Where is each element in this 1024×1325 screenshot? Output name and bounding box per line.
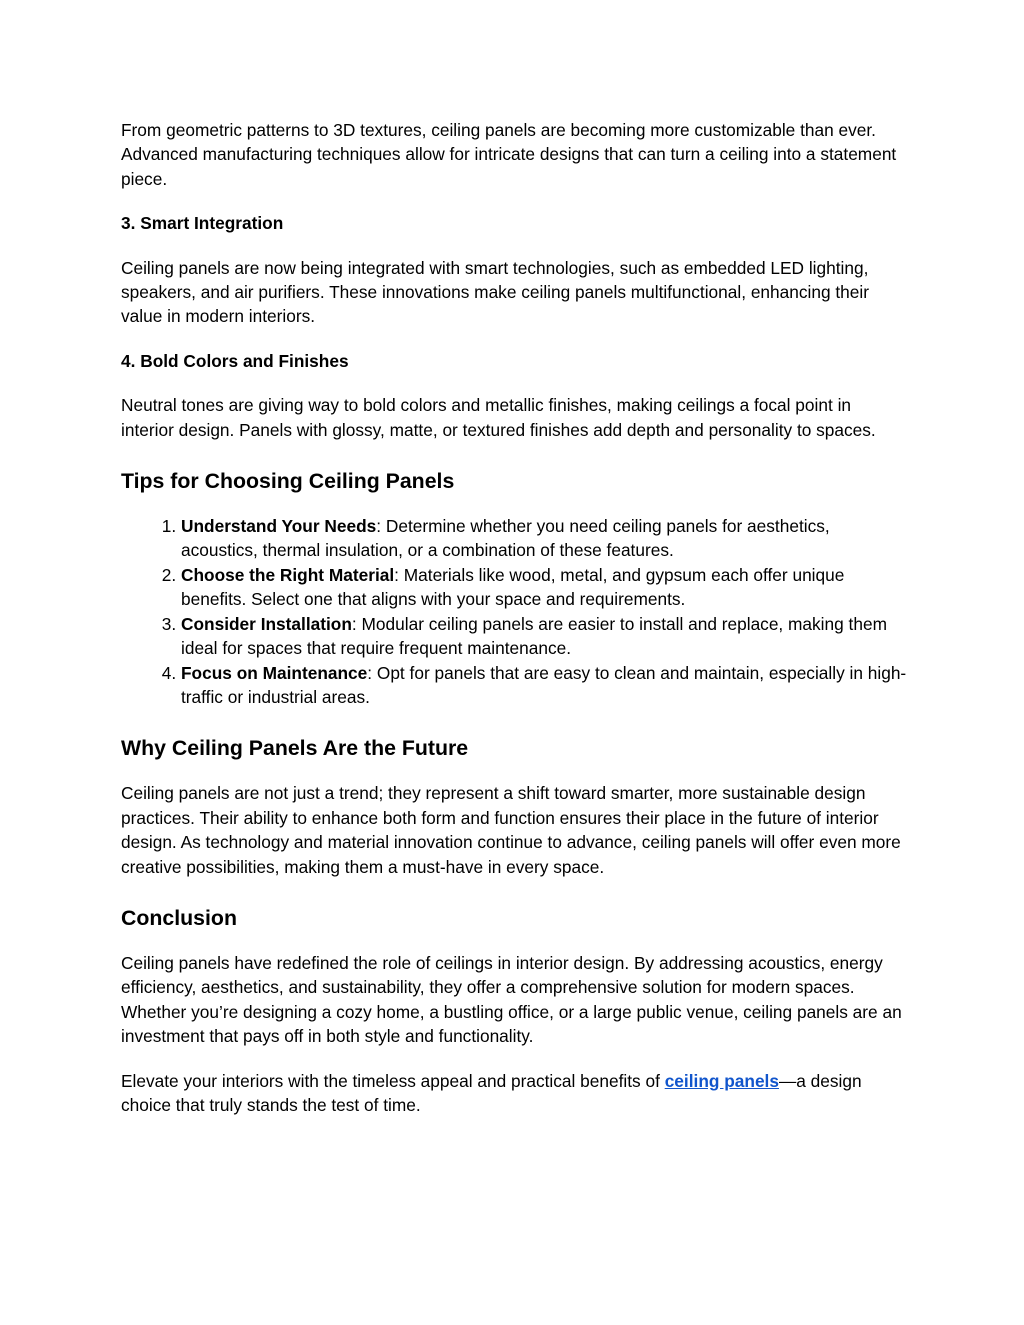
tip-text: : Materials like wood, metal, and gypsum each offer unique benefits. Select one that aligns with your space and requirements. <box>181 564 845 610</box>
tip-term: Choose the Right Material <box>181 564 395 585</box>
list-item <box>181 661 907 710</box>
bold-colors-paragraph: Neutral tones are giving way to bold colors and metallic finishes, making ceilings a focal point in interior design. Panels with glossy, matte, or textured finishes add depth and personality to spaces. <box>121 395 876 440</box>
tips-list <box>121 514 907 709</box>
cta-paragraph <box>121 1069 907 1118</box>
smart-integration-heading: 3. Smart Integration <box>121 213 284 234</box>
list-item <box>181 514 907 563</box>
tip-text: : Determine whether you need ceiling panels for aesthetics, acoustics, thermal insulation, or a combination of these features. <box>181 516 830 561</box>
cta-text-after: —a design choice that truly stands the test of time. <box>121 1070 862 1115</box>
cta-text-before: Elevate your interiors with the timeless appeal and practical benefits of <box>121 1070 665 1091</box>
tip-term: Focus on Maintenance <box>181 662 368 683</box>
list-item <box>181 612 907 661</box>
tip-term: Understand Your Needs <box>181 516 377 537</box>
list-item <box>181 563 907 612</box>
document-page <box>121 118 907 1137</box>
smart-integration-paragraph: Ceiling panels are now being integrated with smart technologies, such as embedded LED lighting, speakers, and air purifiers. These innovations make ceiling panels multifunctional, enhancing their value in modern interiors. <box>121 257 869 327</box>
conclusion-heading: Conclusion <box>121 905 237 930</box>
intro-paragraph: From geometric patterns to 3D textures, ceiling panels are becoming more customizable than ever. Advanced manufacturing techniques allow for intricate designs that can turn a ceiling into a statement piece. <box>121 120 897 189</box>
ceiling-panels-link[interactable]: ceiling panels <box>664 1070 779 1091</box>
future-paragraph: Ceiling panels are not just a trend; they represent a shift toward smarter, more sustainable design practices. Their ability to enhance both form and function ensures their place in the future of interior design. As technology and material innovation continue to advance, ceiling panels will offer even more creative possibilities, making them a must-have in every space. <box>121 783 901 877</box>
tip-text: : Opt for panels that are easy to clean and maintain, especially in high-traffic or industrial areas. <box>181 662 907 707</box>
conclusion-paragraph: Ceiling panels have redefined the role of ceilings in interior design. By addressing acoustics, energy efficiency, aesthetics, and sustainability, they offer a comprehensive solution for modern spaces. Whether you’re designing a cozy home, a bustling office, or a large public venue, ceiling panels are an investment that pays off in both style and functionality. <box>121 952 902 1047</box>
tips-heading: Tips for Choosing Ceiling Panels <box>121 469 455 494</box>
tip-term: Consider Installation <box>181 613 352 634</box>
bold-colors-heading: 4. Bold Colors and Finishes <box>121 350 349 371</box>
future-heading: Why Ceiling Panels Are the Future <box>121 736 469 761</box>
tip-text: : Modular ceiling panels are easier to install and replace, making them ideal for spaces that require frequent maintenance. <box>181 613 887 659</box>
